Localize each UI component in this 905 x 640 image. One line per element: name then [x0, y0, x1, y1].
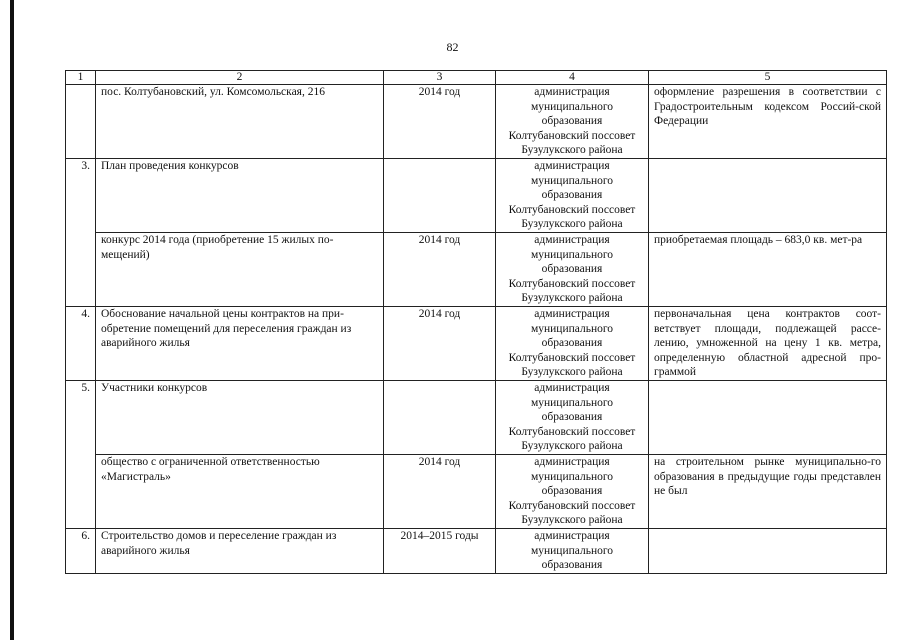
responsible — [496, 380, 649, 454]
activity-name: Обоснование начальной цены контрактов на при-обретение помещений для переселения граждан из аварийного жилья — [96, 306, 384, 380]
term — [384, 380, 496, 454]
term: 2014 год — [384, 454, 496, 528]
page-number: 82 — [446, 40, 459, 54]
responsible-line: администрация — [534, 233, 610, 246]
responsible — [496, 454, 649, 528]
responsible-line: муниципального — [530, 470, 614, 483]
responsible-line: Бузулукского района — [521, 292, 623, 305]
result: на строительном рынке муниципально-го образования в предыдущие годы представлен не был — [649, 454, 887, 528]
responsible — [496, 85, 649, 159]
term — [384, 159, 496, 233]
table-row — [66, 380, 887, 454]
column-header: 2 — [96, 71, 384, 85]
responsible-line: администрация — [534, 381, 610, 394]
row-number: 5. — [66, 380, 96, 454]
column-header: 5 — [649, 71, 887, 85]
responsible — [496, 528, 649, 573]
row-number — [66, 454, 96, 528]
table-row — [66, 306, 887, 380]
responsible-line: муниципального — [530, 174, 614, 187]
program-table — [65, 70, 887, 574]
result — [649, 528, 887, 573]
responsible-line: образования — [541, 411, 603, 424]
responsible-line: Бузулукского района — [521, 218, 623, 231]
column-header: 1 — [66, 71, 96, 85]
table-row — [66, 454, 887, 528]
result: оформление разрешения в соответствии с Градостроительным кодексом Россий-ской Федерации — [649, 85, 887, 159]
activity-name: Участники конкурсов — [96, 380, 384, 454]
table-row — [66, 85, 887, 159]
responsible-line: администрация — [534, 529, 610, 542]
responsible-line: муниципального — [530, 396, 614, 409]
column-header: 3 — [384, 71, 496, 85]
result: первоначальная цена контрактов соот-ветствует площади, подлежащей рассе-лению, умноженной на цену 1 кв. метра, определенную областной адресной про-граммой — [649, 306, 887, 380]
responsible-line: образования — [541, 485, 603, 498]
term: 2014 год — [384, 306, 496, 380]
activity-name: Строительство домов и переселение граждан из аварийного жилья — [96, 528, 384, 573]
responsible-line: муниципального — [530, 248, 614, 261]
responsible-line: муниципального — [530, 100, 614, 113]
responsible-line: муниципального — [530, 544, 614, 557]
responsible-line: Колтубановский поссовет — [508, 129, 636, 142]
row-number — [66, 232, 96, 306]
row-number: 4. — [66, 306, 96, 380]
term: 2014 год — [384, 232, 496, 306]
activity-name: пос. Колтубановский, ул. Комсомольская, 216 — [96, 85, 384, 159]
responsible-line: Колтубановский поссовет — [508, 203, 636, 216]
result — [649, 159, 887, 233]
scan-edge-rule — [10, 0, 14, 640]
responsible-line: администрация — [534, 160, 610, 172]
result — [649, 380, 887, 454]
responsible-line: Колтубановский поссовет — [508, 351, 636, 364]
responsible-line: Колтубановский поссовет — [508, 425, 636, 438]
term: 2014–2015 годы — [384, 528, 496, 573]
responsible — [496, 159, 649, 233]
row-number: 3. — [66, 159, 96, 233]
responsible-line: Бузулукского района — [521, 366, 623, 379]
responsible-line: Колтубановский поссовет — [508, 499, 636, 512]
responsible-line: образования — [541, 337, 603, 350]
row-number — [66, 85, 96, 159]
table-row — [66, 159, 887, 233]
term: 2014 год — [384, 85, 496, 159]
responsible-line: образования — [541, 559, 603, 572]
responsible — [496, 306, 649, 380]
activity-name: конкурс 2014 года (приобретение 15 жилых по-мещений) — [96, 232, 384, 306]
result: приобретаемая площадь – 683,0 кв. мет-ра — [649, 232, 887, 306]
activity-name: План проведения конкурсов — [96, 159, 384, 233]
responsible-line: администрация — [534, 86, 610, 98]
row-number: 6. — [66, 528, 96, 573]
responsible-line: образования — [541, 115, 603, 128]
responsible-line: образования — [541, 189, 603, 202]
table-row — [66, 232, 887, 306]
responsible-line: Бузулукского района — [521, 144, 623, 157]
responsible-line: Бузулукского района — [521, 514, 623, 527]
responsible-line: Бузулукского района — [521, 440, 623, 453]
responsible-line: муниципального — [530, 322, 614, 335]
column-header: 4 — [496, 71, 649, 85]
activity-name: общество с ограниченной ответственностью «Магистраль» — [96, 454, 384, 528]
responsible-line: образования — [541, 263, 603, 276]
responsible-line: Колтубановский поссовет — [508, 277, 636, 290]
responsible — [496, 232, 649, 306]
table-header-row — [66, 71, 887, 85]
table-row — [66, 528, 887, 573]
responsible-line: администрация — [534, 455, 610, 468]
responsible-line: администрация — [534, 307, 610, 320]
